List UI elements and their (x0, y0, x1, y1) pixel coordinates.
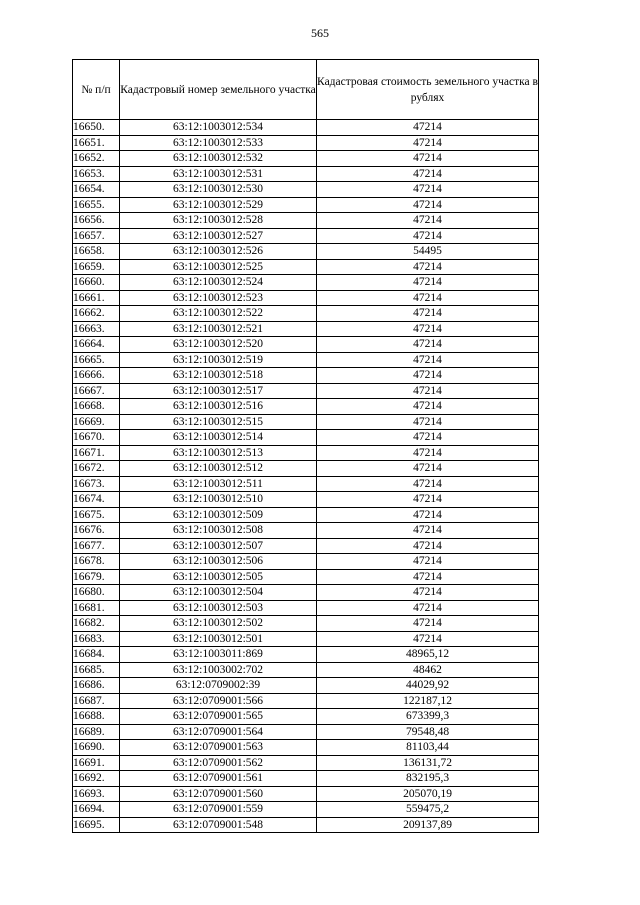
cadastral-value-cell: 673399,3 (317, 709, 539, 725)
cadastral-number-cell: 63:12:1003012:531 (120, 166, 317, 182)
table-row (73, 461, 539, 477)
row-number-cell: 16685. (73, 662, 120, 678)
cadastral-value-cell: 47214 (317, 523, 539, 539)
cadastral-number-cell: 63:12:1003012:522 (120, 306, 317, 322)
row-number-cell: 16693. (73, 786, 120, 802)
cadastral-value-cell: 47214 (317, 182, 539, 198)
row-number-cell: 16688. (73, 709, 120, 725)
table-row (73, 755, 539, 771)
cadastral-value-cell: 832195,3 (317, 771, 539, 787)
table-row (73, 151, 539, 167)
page-number: 565 (311, 26, 329, 40)
cadastral-number-cell: 63:12:0709001:563 (120, 740, 317, 756)
table-row (73, 538, 539, 554)
row-number-cell: 16661. (73, 290, 120, 306)
table-row (73, 802, 539, 818)
cadastral-value-cell: 47214 (317, 585, 539, 601)
row-number-cell: 16675. (73, 507, 120, 523)
cadastral-value-cell: 47214 (317, 399, 539, 415)
table-row (73, 290, 539, 306)
header-cadastral-number: Кадастровый номер земельного участка (120, 60, 317, 120)
cadastral-value-cell: 47214 (317, 120, 539, 136)
cadastral-value-cell: 47214 (317, 275, 539, 291)
row-number-cell: 16682. (73, 616, 120, 632)
cadastral-number-cell: 63:12:0709001:564 (120, 724, 317, 740)
cadastral-number-cell: 63:12:1003012:530 (120, 182, 317, 198)
row-number-cell: 16668. (73, 399, 120, 415)
table-row (73, 182, 539, 198)
table-row (73, 616, 539, 632)
table-row (73, 228, 539, 244)
cadastral-value-cell: 122187,12 (317, 693, 539, 709)
cadastral-number-cell: 63:12:1003012:506 (120, 554, 317, 570)
cadastral-number-cell: 63:12:1003012:526 (120, 244, 317, 260)
row-number-cell: 16659. (73, 259, 120, 275)
table-row (73, 399, 539, 415)
row-number-cell: 16678. (73, 554, 120, 570)
table-row (73, 771, 539, 787)
cadastral-value-table (72, 59, 539, 833)
row-number-cell: 16671. (73, 445, 120, 461)
table-row (73, 523, 539, 539)
table-header-row (73, 60, 539, 120)
row-number-cell: 16666. (73, 368, 120, 384)
cadastral-value-cell: 205070,19 (317, 786, 539, 802)
cadastral-value-cell: 48462 (317, 662, 539, 678)
cadastral-number-cell: 63:12:0709001:561 (120, 771, 317, 787)
cadastral-value-cell: 47214 (317, 213, 539, 229)
cadastral-number-cell: 63:12:1003012:524 (120, 275, 317, 291)
table-row (73, 197, 539, 213)
cadastral-number-cell: 63:12:1003012:527 (120, 228, 317, 244)
cadastral-value-cell: 47214 (317, 569, 539, 585)
cadastral-value-cell: 559475,2 (317, 802, 539, 818)
table-row (73, 368, 539, 384)
table-row (73, 600, 539, 616)
row-number-cell: 16686. (73, 678, 120, 694)
cadastral-value-cell: 79548,48 (317, 724, 539, 740)
cadastral-number-cell: 63:12:0709001:560 (120, 786, 317, 802)
cadastral-number-cell: 63:12:1003012:511 (120, 476, 317, 492)
cadastral-value-cell: 44029,92 (317, 678, 539, 694)
cadastral-number-cell: 63:12:1003012:521 (120, 321, 317, 337)
cadastral-value-cell: 47214 (317, 616, 539, 632)
table-body (73, 120, 539, 833)
table-row (73, 507, 539, 523)
table-row (73, 383, 539, 399)
table-row (73, 259, 539, 275)
cadastral-value-cell: 47214 (317, 507, 539, 523)
cadastral-number-cell: 63:12:1003012:516 (120, 399, 317, 415)
row-number-cell: 16673. (73, 476, 120, 492)
table-row (73, 662, 539, 678)
cadastral-number-cell: 63:12:1003012:514 (120, 430, 317, 446)
table-row (73, 678, 539, 694)
table-row (73, 492, 539, 508)
row-number-cell: 16691. (73, 755, 120, 771)
row-number-cell: 16651. (73, 135, 120, 151)
cadastral-number-cell: 63:12:1003012:515 (120, 414, 317, 430)
row-number-cell: 16680. (73, 585, 120, 601)
row-number-cell: 16650. (73, 120, 120, 136)
cadastral-value-cell: 47214 (317, 151, 539, 167)
cadastral-number-cell: 63:12:0709001:566 (120, 693, 317, 709)
cadastral-value-cell: 47214 (317, 538, 539, 554)
row-number-cell: 16655. (73, 197, 120, 213)
row-number-cell: 16690. (73, 740, 120, 756)
cadastral-number-cell: 63:12:1003012:528 (120, 213, 317, 229)
cadastral-number-cell: 63:12:1003012:518 (120, 368, 317, 384)
table-row (73, 414, 539, 430)
cadastral-number-cell: 63:12:1003012:504 (120, 585, 317, 601)
row-number-cell: 16695. (73, 817, 120, 833)
cadastral-value-cell: 47214 (317, 554, 539, 570)
cadastral-value-cell: 47214 (317, 228, 539, 244)
cadastral-number-cell: 63:12:1003002:702 (120, 662, 317, 678)
cadastral-number-cell: 63:12:1003012:532 (120, 151, 317, 167)
table-row (73, 120, 539, 136)
row-number-cell: 16684. (73, 647, 120, 663)
row-number-cell: 16683. (73, 631, 120, 647)
cadastral-number-cell: 63:12:1003012:533 (120, 135, 317, 151)
table-row (73, 275, 539, 291)
cadastral-value-cell: 47214 (317, 476, 539, 492)
table-row (73, 554, 539, 570)
cadastral-number-cell: 63:12:1003012:519 (120, 352, 317, 368)
row-number-cell: 16676. (73, 523, 120, 539)
cadastral-number-cell: 63:12:1003012:509 (120, 507, 317, 523)
cadastral-value-cell: 47214 (317, 430, 539, 446)
cadastral-number-cell: 63:12:1003012:517 (120, 383, 317, 399)
table-row (73, 135, 539, 151)
table-row (73, 709, 539, 725)
cadastral-number-cell: 63:12:1003012:503 (120, 600, 317, 616)
cadastral-value-cell: 47214 (317, 290, 539, 306)
cadastral-number-cell: 63:12:0709001:559 (120, 802, 317, 818)
row-number-cell: 16665. (73, 352, 120, 368)
table-row (73, 166, 539, 182)
row-number-cell: 16694. (73, 802, 120, 818)
row-number-cell: 16674. (73, 492, 120, 508)
cadastral-number-cell: 63:12:1003012:505 (120, 569, 317, 585)
cadastral-number-cell: 63:12:1003012:501 (120, 631, 317, 647)
row-number-cell: 16652. (73, 151, 120, 167)
cadastral-number-cell: 63:12:1003012:534 (120, 120, 317, 136)
cadastral-value-cell: 47214 (317, 197, 539, 213)
row-number-cell: 16656. (73, 213, 120, 229)
row-number-cell: 16669. (73, 414, 120, 430)
header-row-number: № п/п (73, 60, 120, 120)
row-number-cell: 16672. (73, 461, 120, 477)
cadastral-number-cell: 63:12:1003012:507 (120, 538, 317, 554)
cadastral-value-cell: 136131,72 (317, 755, 539, 771)
cadastral-value-cell: 47214 (317, 461, 539, 477)
row-number-cell: 16687. (73, 693, 120, 709)
cadastral-number-cell: 63:12:0709002:39 (120, 678, 317, 694)
table-row (73, 337, 539, 353)
table-row (73, 786, 539, 802)
table-row (73, 430, 539, 446)
table-row (73, 817, 539, 833)
cadastral-number-cell: 63:12:1003012:520 (120, 337, 317, 353)
cadastral-number-cell: 63:12:0709001:548 (120, 817, 317, 833)
table-row (73, 585, 539, 601)
cadastral-value-cell: 47214 (317, 135, 539, 151)
cadastral-number-cell: 63:12:1003012:523 (120, 290, 317, 306)
cadastral-value-cell: 47214 (317, 166, 539, 182)
row-number-cell: 16663. (73, 321, 120, 337)
cadastral-value-cell: 47214 (317, 631, 539, 647)
cadastral-value-cell: 48965,12 (317, 647, 539, 663)
cadastral-value-cell: 47214 (317, 492, 539, 508)
cadastral-number-cell: 63:12:1003012:513 (120, 445, 317, 461)
row-number-cell: 16658. (73, 244, 120, 260)
row-number-cell: 16654. (73, 182, 120, 198)
cadastral-value-cell: 47214 (317, 306, 539, 322)
cadastral-number-cell: 63:12:1003012:512 (120, 461, 317, 477)
cadastral-value-cell: 47214 (317, 337, 539, 353)
table-row (73, 647, 539, 663)
row-number-cell: 16662. (73, 306, 120, 322)
row-number-cell: 16681. (73, 600, 120, 616)
cadastral-number-cell: 63:12:1003012:508 (120, 523, 317, 539)
cadastral-number-cell: 63:12:0709001:562 (120, 755, 317, 771)
cadastral-value-cell: 47214 (317, 414, 539, 430)
cadastral-value-cell: 47214 (317, 600, 539, 616)
cadastral-number-cell: 63:12:1003012:529 (120, 197, 317, 213)
table-row (73, 724, 539, 740)
row-number-cell: 16657. (73, 228, 120, 244)
row-number-cell: 16667. (73, 383, 120, 399)
table-row (73, 631, 539, 647)
row-number-cell: 16664. (73, 337, 120, 353)
table-row (73, 352, 539, 368)
table-row (73, 693, 539, 709)
cadastral-value-cell: 47214 (317, 352, 539, 368)
cadastral-value-cell: 47214 (317, 445, 539, 461)
row-number-cell: 16679. (73, 569, 120, 585)
cadastral-value-cell: 81103,44 (317, 740, 539, 756)
cadastral-number-cell: 63:12:1003012:525 (120, 259, 317, 275)
cadastral-value-cell: 47214 (317, 259, 539, 275)
header-cadastral-value: Кадастровая стоимость земельного участка в рублях (317, 60, 539, 120)
cadastral-number-cell: 63:12:0709001:565 (120, 709, 317, 725)
table-row (73, 569, 539, 585)
row-number-cell: 16670. (73, 430, 120, 446)
table-row (73, 740, 539, 756)
cadastral-value-cell: 47214 (317, 383, 539, 399)
cadastral-value-cell: 54495 (317, 244, 539, 260)
table-row (73, 306, 539, 322)
table-row (73, 476, 539, 492)
table-row (73, 244, 539, 260)
cadastral-value-cell: 209137,89 (317, 817, 539, 833)
table-row (73, 445, 539, 461)
row-number-cell: 16677. (73, 538, 120, 554)
row-number-cell: 16653. (73, 166, 120, 182)
row-number-cell: 16692. (73, 771, 120, 787)
cadastral-number-cell: 63:12:1003011:869 (120, 647, 317, 663)
row-number-cell: 16689. (73, 724, 120, 740)
table-row (73, 321, 539, 337)
table-row (73, 213, 539, 229)
row-number-cell: 16660. (73, 275, 120, 291)
cadastral-value-cell: 47214 (317, 368, 539, 384)
cadastral-number-cell: 63:12:1003012:502 (120, 616, 317, 632)
cadastral-number-cell: 63:12:1003012:510 (120, 492, 317, 508)
cadastral-value-cell: 47214 (317, 321, 539, 337)
